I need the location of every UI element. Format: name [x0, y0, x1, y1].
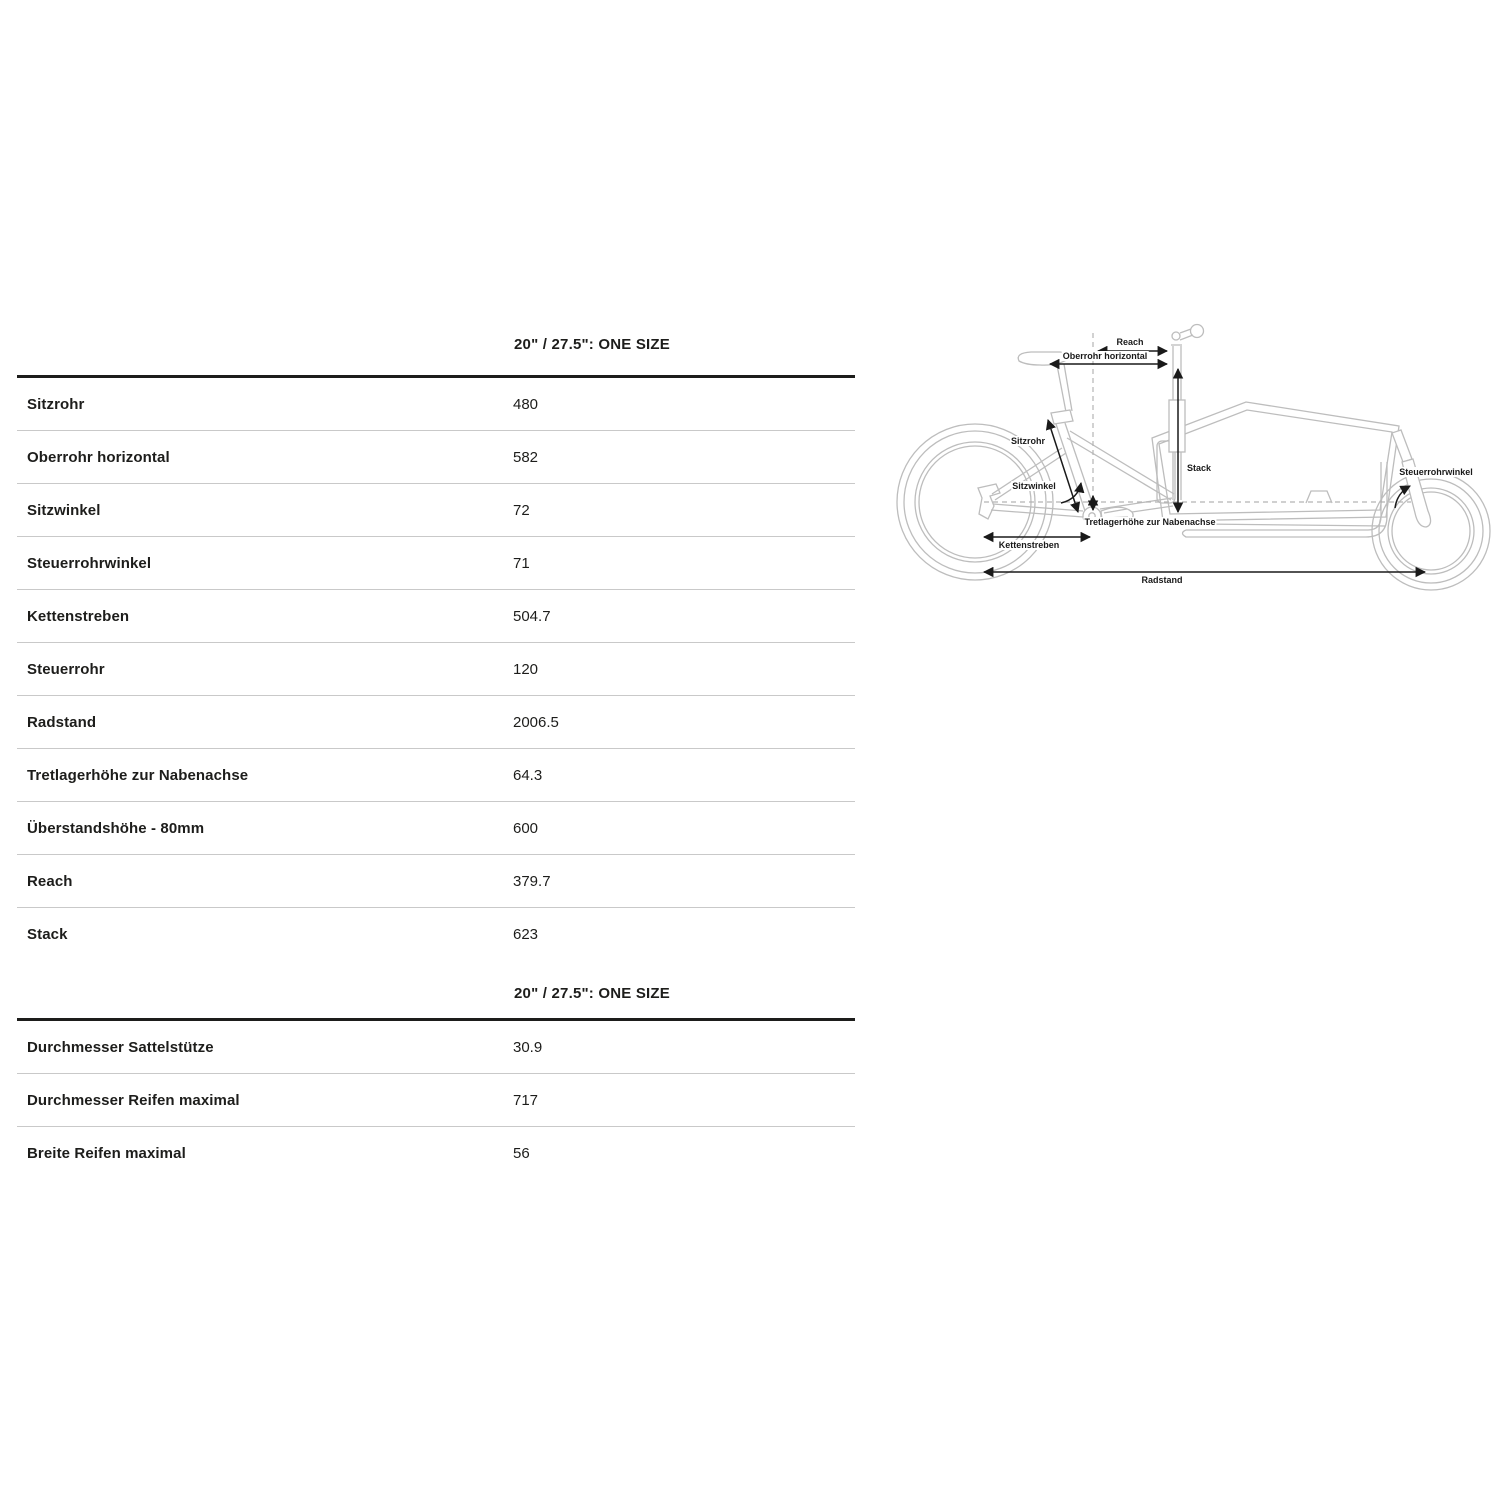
diagram-label-steuerrohrwinkel: Steuerrohrwinkel [1399, 467, 1473, 477]
row-label: Sitzwinkel [27, 501, 101, 519]
sitzwinkel-arc [1061, 483, 1081, 503]
row-label: Steuerrohrwinkel [27, 554, 152, 572]
table-row [17, 1021, 855, 1074]
row-value: 71 [513, 554, 530, 572]
row-label: Radstand [27, 713, 97, 731]
front-fork [1392, 430, 1431, 527]
row-value: 717 [513, 1091, 539, 1109]
row-value: 64.3 [513, 766, 543, 784]
row-value: 582 [513, 448, 539, 466]
diagram-label-kettenstreben: Kettenstreben [998, 540, 1060, 550]
row-label: Überstandshöhe - 80mm [27, 819, 205, 837]
row-value: 2006.5 [513, 713, 559, 731]
row-label: Durchmesser Sattelstütze [27, 1038, 214, 1056]
diagram-label-radstand: Radstand [1141, 575, 1183, 585]
table-row [17, 908, 855, 960]
row-value: 30.9 [513, 1038, 543, 1056]
diagram-label-sitzwinkel: Sitzwinkel [1012, 481, 1056, 491]
row-label: Kettenstreben [27, 607, 130, 625]
geometry-table-header: 20" / 27.5": ONE SIZE [514, 336, 670, 353]
steering-column [1169, 325, 1204, 501]
row-value: 72 [513, 501, 530, 519]
bike-geometry-diagram [880, 300, 1500, 620]
table-row [17, 431, 855, 484]
dimension-arrows [984, 351, 1425, 572]
cargo-box [1152, 402, 1399, 521]
table-row [17, 749, 855, 802]
row-label: Stack [27, 925, 68, 943]
row-label: Reach [27, 872, 73, 890]
table-row [17, 590, 855, 643]
row-value: 379.7 [513, 872, 551, 890]
components-table [17, 1018, 855, 1179]
diagram-label-reach: Reach [1116, 337, 1144, 347]
sketch-lines [897, 325, 1490, 591]
components-table-header: 20" / 27.5": ONE SIZE [514, 985, 670, 1002]
diagram-label-sitzrohr: Sitzrohr [1010, 436, 1046, 446]
row-value: 504.7 [513, 607, 551, 625]
row-value: 120 [513, 660, 539, 678]
table-row [17, 1074, 855, 1127]
row-value: 56 [513, 1144, 530, 1162]
geometry-table [17, 375, 855, 960]
table-row [17, 802, 855, 855]
row-label: Oberrohr horizontal [27, 448, 170, 466]
row-value: 623 [513, 925, 539, 943]
table-row [17, 855, 855, 908]
table-row [17, 537, 855, 590]
row-label: Sitzrohr [27, 395, 85, 413]
table-row [17, 643, 855, 696]
row-value: 600 [513, 819, 539, 837]
table-row [17, 484, 855, 537]
diagram-label-oberrohr: Oberrohr horizontal [1062, 351, 1148, 361]
cargo-bike-sketch [880, 300, 1500, 620]
diagram-label-stack: Stack [1186, 463, 1212, 473]
table-row [17, 696, 855, 749]
row-label: Steuerrohr [27, 660, 105, 678]
row-label: Breite Reifen maximal [27, 1144, 186, 1162]
diagram-label-tretlagerhoehe: Tretlagerhöhe zur Nabenachse [1084, 517, 1216, 527]
row-label: Tretlagerhöhe zur Nabenachse [27, 766, 249, 784]
table-row [17, 1127, 855, 1179]
row-label: Durchmesser Reifen maximal [27, 1091, 240, 1109]
table-row [17, 378, 855, 431]
row-value: 480 [513, 395, 539, 413]
